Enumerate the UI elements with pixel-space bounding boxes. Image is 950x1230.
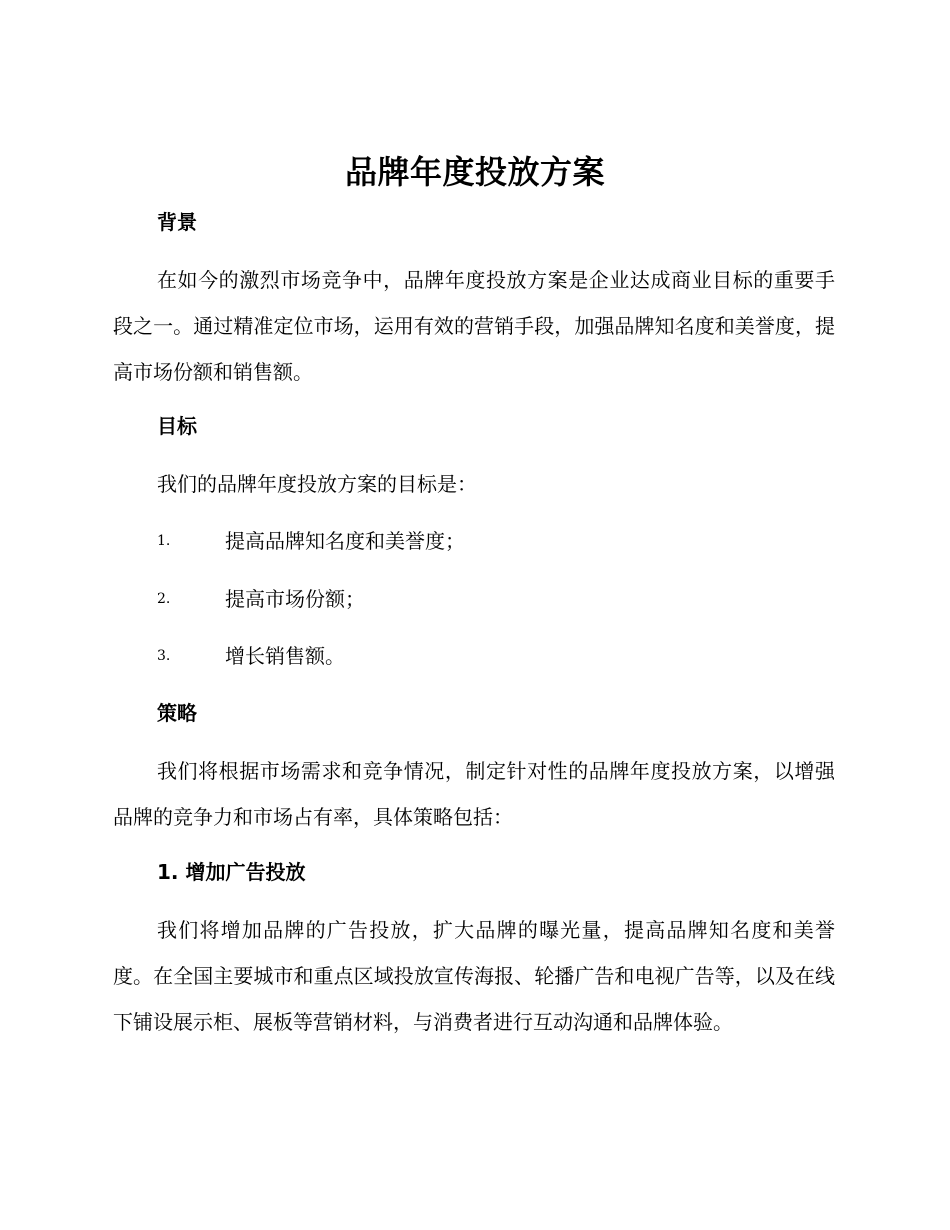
- background-paragraph: 在如今的激烈市场竞争中，品牌年度投放方案是企业达成商业目标的重要手段之一。通过精准定位市场，运用有效的营销手段，加强品牌知名度和美誉度，提高市场份额和销售额。: [113, 268, 835, 384]
- document-title: 品牌年度投放方案: [344, 153, 605, 191]
- list-text: 提高品牌知名度和美誉度；: [225, 529, 465, 553]
- list-number: 3.: [157, 648, 171, 664]
- list-number: 2.: [157, 591, 171, 607]
- list-text: 增长销售额。: [225, 644, 345, 668]
- section-heading-strategy: 策略: [157, 701, 197, 725]
- section-heading-goals: 目标: [157, 414, 197, 438]
- section-heading-background: 背景: [157, 210, 197, 234]
- list-text: 提高市场份额；: [225, 587, 365, 611]
- goals-intro: 我们的品牌年度投放方案的目标是：: [157, 472, 477, 496]
- strategy-paragraph: 我们将根据市场需求和竞争情况，制定针对性的品牌年度投放方案，以增强品牌的竞争力和市场占有率，具体策略包括：: [113, 759, 835, 829]
- advertising-paragraph: 我们将增加品牌的广告投放，扩大品牌的曝光量，提高品牌知名度和美誉度。在全国主要城市和重点区域投放宣传海报、轮播广告和电视广告等，以及在线下铺设展示柜、展板等营销材料，与消费者进行互动沟通和品牌体验。: [113, 918, 835, 1034]
- subsection-heading-advertising: 1. 增加广告投放: [157, 860, 306, 884]
- list-number: 1.: [157, 533, 171, 549]
